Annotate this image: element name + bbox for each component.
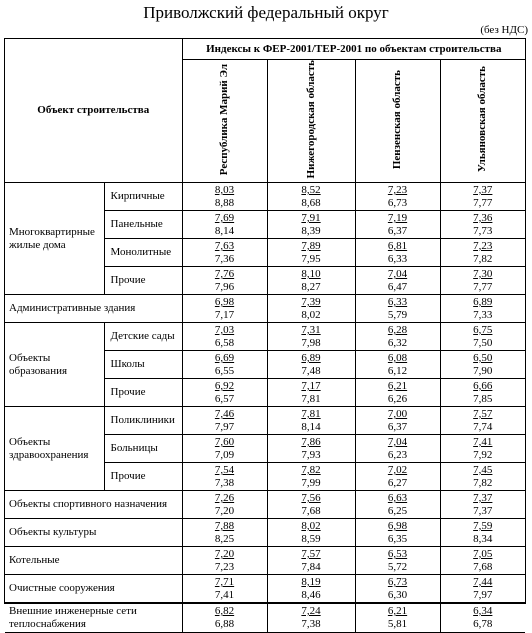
index-value-ter: 7,77: [473, 280, 493, 293]
index-value-fer: 6,50: [473, 351, 493, 364]
index-value-ter: 7,17: [214, 308, 235, 321]
index-value-ter: 7,36: [214, 252, 235, 265]
index-value-fer: 6,81: [387, 239, 408, 252]
object-group-label: Объекты образования: [5, 323, 104, 407]
index-value-ter: 6,58: [214, 336, 235, 349]
index-value-fer: 7,19: [387, 211, 408, 224]
index-value-fer: 7,88: [214, 519, 235, 532]
index-value-cell: [182, 407, 267, 435]
index-value-fer: 7,04: [387, 435, 408, 448]
object-subtype-label: Поликлиники: [104, 407, 182, 435]
index-value-fer: 7,57: [473, 407, 493, 420]
index-value-fer: 6,89: [473, 295, 493, 308]
index-value-ter: 7,81: [301, 392, 321, 405]
index-value-fer: 6,63: [387, 491, 408, 504]
index-value-fer: 7,86: [301, 435, 321, 448]
index-value-fer: 7,81: [301, 407, 321, 420]
index-value-ter: 6,37: [387, 420, 408, 433]
index-value-ter: 7,99: [301, 476, 321, 489]
index-value-ter: 7,85: [473, 392, 493, 405]
object-subtype-label: Кирпичные: [104, 183, 182, 211]
index-value-ter: 7,84: [301, 560, 321, 573]
index-value-fer: 7,30: [473, 267, 493, 280]
index-value-ter: 8,25: [214, 532, 235, 545]
object-subtype-label: Больницы: [104, 435, 182, 463]
index-value-cell: [267, 351, 355, 379]
index-value-ter: 7,68: [473, 560, 493, 573]
index-value-cell: [440, 547, 525, 575]
index-value-cell: [440, 211, 525, 239]
index-value-cell: [267, 267, 355, 295]
index-value-ter: 6,30: [387, 588, 408, 601]
index-value-ter: 6,26: [387, 392, 408, 405]
index-value-fer: 7,17: [301, 379, 321, 392]
index-value-fer: 6,92: [214, 379, 235, 392]
index-value-cell: [355, 463, 440, 491]
page-title: Приволжский федеральный округ: [143, 3, 389, 22]
index-value-fer: 6,08: [387, 351, 408, 364]
index-value-ter: 7,48: [301, 364, 321, 377]
index-value-fer: 7,60: [214, 435, 235, 448]
index-value-cell: [182, 435, 267, 463]
index-value-ter: 7,09: [214, 448, 235, 461]
index-value-ter: 7,23: [214, 560, 235, 573]
index-value-ter: 7,97: [473, 588, 493, 601]
table-row: [5, 491, 525, 519]
index-value-ter: 7,77: [473, 196, 493, 209]
index-value-cell: [267, 519, 355, 547]
object-header: Объект строительства: [5, 39, 182, 183]
table-body: [5, 183, 525, 633]
index-value-ter: 6,57: [214, 392, 235, 405]
index-value-ter: 7,95: [301, 252, 321, 265]
index-value-ter: 7,82: [473, 252, 493, 265]
index-value-cell: [355, 519, 440, 547]
index-value-fer: 6,82: [214, 604, 235, 617]
index-value-cell: [355, 547, 440, 575]
index-value-ter: 7,41: [214, 588, 235, 601]
index-value-cell: [440, 435, 525, 463]
region-header-mari-el: Республика Марий Эл: [182, 60, 267, 183]
index-value-ter: 7,93: [301, 448, 321, 461]
index-value-ter: 6,12: [387, 364, 408, 377]
index-value-ter: 6,32: [387, 336, 408, 349]
region-header-ulyanovsk: Ульяновская область: [440, 60, 525, 183]
index-value-cell: [267, 239, 355, 267]
index-value-fer: 7,31: [301, 323, 321, 336]
index-value-fer: 7,23: [387, 183, 408, 196]
index-value-ter: 7,38: [301, 617, 321, 630]
index-value-cell: [440, 491, 525, 519]
index-value-ter: 8,59: [301, 532, 321, 545]
index-value-cell: [182, 183, 267, 211]
index-header: Индексы к ФЕР-2001/ТЕР-2001 по объектам строительства: [182, 39, 525, 60]
index-value-cell: [355, 575, 440, 603]
index-value-fer: 8,10: [301, 267, 321, 280]
index-value-cell: [355, 407, 440, 435]
index-value-fer: 7,54: [214, 463, 235, 476]
object-group-label: Объекты здравоохранения: [5, 407, 104, 491]
index-value-fer: 7,37: [473, 183, 493, 196]
index-value-cell: [355, 603, 440, 633]
table-row: [5, 547, 525, 575]
index-value-cell: [440, 267, 525, 295]
index-value-fer: 6,28: [387, 323, 408, 336]
vat-note: (без НДС): [480, 24, 528, 36]
index-value-cell: [182, 351, 267, 379]
index-value-ter: 7,37: [473, 504, 493, 517]
index-value-fer: 6,69: [214, 351, 235, 364]
index-value-cell: [355, 211, 440, 239]
index-value-cell: [182, 295, 267, 323]
index-value-ter: 8,02: [301, 308, 321, 321]
index-value-ter: 7,33: [473, 308, 493, 321]
object-group-label: Административные здания: [5, 295, 182, 323]
object-group-label: Многоквартирные жилые дома: [5, 183, 104, 295]
index-value-fer: 6,53: [387, 547, 408, 560]
object-group-label: Очистные сооружения: [5, 575, 182, 603]
index-value-ter: 6,37: [387, 224, 408, 237]
index-value-fer: 7,41: [473, 435, 493, 448]
index-value-fer: 6,34: [473, 604, 493, 617]
index-value-ter: 8,14: [301, 420, 321, 433]
object-subtype-label: Панельные: [104, 211, 182, 239]
index-value-ter: 6,25: [387, 504, 408, 517]
object-subtype-label: Прочие: [104, 379, 182, 407]
index-value-cell: [267, 183, 355, 211]
index-value-ter: 7,92: [473, 448, 493, 461]
index-value-fer: 7,63: [214, 239, 235, 252]
index-value-ter: 6,27: [387, 476, 408, 489]
index-value-fer: 7,89: [301, 239, 321, 252]
index-value-fer: 7,37: [473, 491, 493, 504]
index-value-fer: 7,59: [473, 519, 493, 532]
index-value-cell: [182, 463, 267, 491]
index-value-ter: 6,33: [387, 252, 408, 265]
index-value-ter: 7,20: [214, 504, 235, 517]
index-value-ter: 7,38: [214, 476, 235, 489]
index-value-fer: 7,44: [473, 575, 493, 588]
index-value-ter: 8,68: [301, 196, 321, 209]
index-value-ter: 7,98: [301, 336, 321, 349]
index-value-ter: 7,68: [301, 504, 321, 517]
index-value-ter: 7,82: [473, 476, 493, 489]
index-value-fer: 8,19: [301, 575, 321, 588]
table-row: [5, 295, 525, 323]
index-value-cell: [355, 351, 440, 379]
index-value-fer: 7,76: [214, 267, 235, 280]
index-value-cell: [267, 407, 355, 435]
region-header-nizhny-novgorod: Нижегородская область: [267, 60, 355, 183]
object-subtype-label: Прочие: [104, 267, 182, 295]
object-subtype-label: Детские сады: [104, 323, 182, 351]
index-value-cell: [355, 183, 440, 211]
table-row: [5, 519, 525, 547]
index-value-fer: 6,98: [214, 295, 235, 308]
index-value-ter: 8,14: [214, 224, 235, 237]
index-value-cell: [440, 323, 525, 351]
table-row: [5, 323, 525, 351]
index-value-cell: [440, 239, 525, 267]
index-value-cell: [182, 239, 267, 267]
index-value-fer: 7,56: [301, 491, 321, 504]
index-value-fer: 7,71: [214, 575, 235, 588]
index-value-fer: 6,66: [473, 379, 493, 392]
index-value-cell: [182, 323, 267, 351]
object-group-label: Котельные: [5, 547, 182, 575]
index-value-fer: 7,24: [301, 604, 321, 617]
index-value-fer: 6,21: [387, 604, 408, 617]
index-value-fer: 7,36: [473, 211, 493, 224]
index-value-ter: 8,88: [214, 196, 235, 209]
index-value-cell: [267, 379, 355, 407]
table-row: [5, 575, 525, 603]
table-row: [5, 603, 525, 633]
index-value-cell: [440, 351, 525, 379]
index-value-ter: 6,23: [387, 448, 408, 461]
index-value-cell: [267, 547, 355, 575]
index-value-fer: 6,33: [387, 295, 408, 308]
index-value-fer: 7,82: [301, 463, 321, 476]
index-value-cell: [267, 575, 355, 603]
index-value-ter: 6,73: [387, 196, 408, 209]
index-value-cell: [182, 379, 267, 407]
index-table: [5, 39, 525, 633]
index-value-cell: [182, 267, 267, 295]
index-value-fer: 6,75: [473, 323, 493, 336]
index-value-fer: 7,04: [387, 267, 408, 280]
index-value-fer: 7,03: [214, 323, 235, 336]
index-value-cell: [182, 491, 267, 519]
table-row: [5, 407, 525, 435]
index-value-cell: [355, 379, 440, 407]
index-value-cell: [355, 491, 440, 519]
index-value-cell: [182, 603, 267, 633]
index-value-fer: 7,69: [214, 211, 235, 224]
index-value-cell: [440, 407, 525, 435]
index-value-cell: [440, 183, 525, 211]
index-value-cell: [355, 435, 440, 463]
index-value-fer: 7,91: [301, 211, 321, 224]
index-value-ter: 5,81: [387, 617, 408, 630]
index-value-cell: [440, 603, 525, 633]
index-value-ter: 6,78: [473, 617, 493, 630]
index-value-ter: 5,79: [387, 308, 408, 321]
index-value-cell: [440, 295, 525, 323]
index-value-cell: [267, 295, 355, 323]
object-subtype-label: Школы: [104, 351, 182, 379]
index-value-fer: 7,26: [214, 491, 235, 504]
index-value-fer: 6,73: [387, 575, 408, 588]
index-value-fer: 7,23: [473, 239, 493, 252]
index-value-fer: 7,57: [301, 547, 321, 560]
index-value-ter: 7,74: [473, 420, 493, 433]
table-row: [5, 183, 525, 211]
index-value-cell: [182, 575, 267, 603]
index-value-cell: [267, 211, 355, 239]
index-value-ter: 8,39: [301, 224, 321, 237]
index-value-cell: [182, 547, 267, 575]
index-value-fer: 7,46: [214, 407, 235, 420]
index-value-fer: 7,00: [387, 407, 408, 420]
index-value-ter: 7,96: [214, 280, 235, 293]
index-value-fer: 7,39: [301, 295, 321, 308]
index-value-cell: [440, 575, 525, 603]
index-value-ter: 8,34: [473, 532, 493, 545]
index-value-fer: 7,05: [473, 547, 493, 560]
index-value-cell: [267, 323, 355, 351]
index-value-cell: [267, 491, 355, 519]
index-value-fer: 8,02: [301, 519, 321, 532]
index-value-cell: [440, 463, 525, 491]
object-group-label: Внешние инженерные сети теплоснабжения: [5, 603, 182, 633]
index-value-cell: [440, 519, 525, 547]
index-value-fer: 6,21: [387, 379, 408, 392]
index-value-fer: 6,89: [301, 351, 321, 364]
index-value-ter: 8,46: [301, 588, 321, 601]
index-value-ter: 6,55: [214, 364, 235, 377]
index-value-fer: 7,45: [473, 463, 493, 476]
index-value-ter: 7,73: [473, 224, 493, 237]
index-value-fer: 6,98: [387, 519, 408, 532]
index-value-cell: [355, 323, 440, 351]
index-value-cell: [182, 211, 267, 239]
index-value-ter: 8,27: [301, 280, 321, 293]
index-value-fer: 8,03: [214, 183, 235, 196]
index-value-ter: 6,88: [214, 617, 235, 630]
index-table-container: [4, 38, 526, 630]
index-value-ter: 5,72: [387, 560, 408, 573]
index-value-cell: [440, 379, 525, 407]
index-value-fer: 7,20: [214, 547, 235, 560]
object-group-label: Объекты спортивного назначения: [5, 491, 182, 519]
object-subtype-label: Прочие: [104, 463, 182, 491]
index-value-ter: 6,47: [387, 280, 408, 293]
index-value-cell: [267, 603, 355, 633]
index-value-cell: [355, 295, 440, 323]
object-group-label: Объекты культуры: [5, 519, 182, 547]
index-value-cell: [355, 267, 440, 295]
index-value-ter: 7,90: [473, 364, 493, 377]
index-value-ter: 6,35: [387, 532, 408, 545]
index-value-cell: [355, 239, 440, 267]
region-header-penza: Пензенская область: [355, 60, 440, 183]
index-value-cell: [267, 435, 355, 463]
index-value-fer: 8,52: [301, 183, 321, 196]
object-subtype-label: Монолитные: [104, 239, 182, 267]
index-value-cell: [267, 463, 355, 491]
index-value-fer: 7,02: [387, 463, 408, 476]
index-value-ter: 7,97: [214, 420, 235, 433]
index-value-cell: [182, 519, 267, 547]
index-value-ter: 7,50: [473, 336, 493, 349]
